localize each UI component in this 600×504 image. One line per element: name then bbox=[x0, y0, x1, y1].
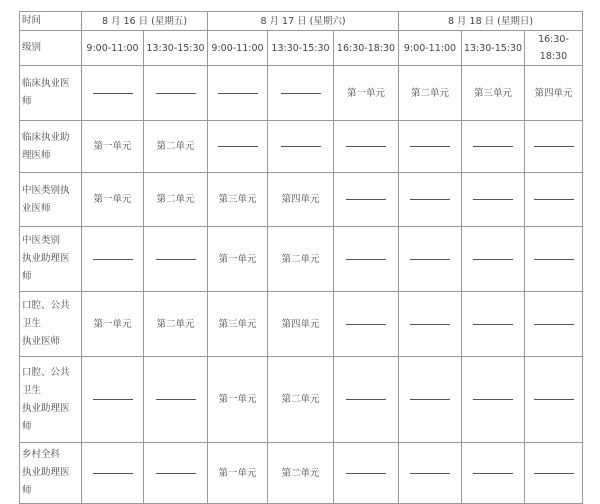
session-cell: 第三单元 bbox=[462, 66, 525, 121]
header-row-slots bbox=[20, 31, 583, 66]
dash-mark bbox=[93, 93, 133, 94]
slot-header: 16:30-18:30 bbox=[334, 31, 399, 66]
level-label-line: 乡村全科 bbox=[22, 449, 61, 460]
no-session-cell bbox=[462, 292, 525, 357]
no-session-cell bbox=[144, 227, 208, 292]
session-cell: 第二单元 bbox=[268, 443, 334, 504]
table-row bbox=[20, 443, 583, 504]
slot-header: 13:30-15:30 bbox=[144, 31, 208, 66]
dash-mark bbox=[534, 259, 574, 260]
dash-mark bbox=[346, 146, 386, 147]
session-cell: 第一单元 bbox=[82, 173, 144, 227]
table-row bbox=[20, 121, 583, 173]
dash-mark bbox=[156, 399, 196, 400]
dash-mark bbox=[410, 199, 450, 200]
session-cell: 第四单元 bbox=[525, 66, 583, 121]
dash-mark bbox=[473, 473, 513, 474]
dash-mark bbox=[410, 324, 450, 325]
dash-mark bbox=[410, 473, 450, 474]
time-header: 时间 bbox=[20, 12, 82, 31]
dash-mark bbox=[410, 259, 450, 260]
dash-mark bbox=[473, 146, 513, 147]
dash-mark bbox=[534, 399, 574, 400]
table-row bbox=[20, 227, 583, 292]
level-label-line: 业医师 bbox=[22, 202, 51, 214]
no-session-cell bbox=[268, 121, 334, 173]
level-label-line: 执业助理医 bbox=[22, 253, 70, 264]
level-label-line: 中医类别 bbox=[22, 235, 61, 246]
dash-mark bbox=[218, 146, 258, 147]
session-cell: 第二单元 bbox=[144, 121, 208, 173]
no-session-cell bbox=[144, 443, 208, 504]
no-session-cell bbox=[462, 227, 525, 292]
dash-mark bbox=[156, 259, 196, 260]
no-session-cell bbox=[399, 443, 462, 504]
no-session-cell bbox=[82, 66, 144, 121]
no-session-cell bbox=[525, 173, 583, 227]
level-label-cell bbox=[20, 121, 82, 173]
session-cell: 第二单元 bbox=[268, 357, 334, 443]
no-session-cell bbox=[399, 227, 462, 292]
no-session-cell bbox=[334, 227, 399, 292]
no-session-cell bbox=[462, 121, 525, 173]
bottom-mark bbox=[293, 470, 319, 471]
no-session-cell bbox=[334, 357, 399, 443]
dash-mark bbox=[93, 473, 133, 474]
level-label-line: 临床执业助 bbox=[22, 131, 70, 143]
no-session-cell bbox=[399, 121, 462, 173]
no-session-cell bbox=[525, 121, 583, 173]
dash-mark bbox=[346, 199, 386, 200]
slot-header: 9:00-11:00 bbox=[82, 31, 144, 66]
no-session-cell bbox=[462, 357, 525, 443]
level-label-line: 执业助理医 bbox=[22, 402, 70, 414]
session-cell: 第二单元 bbox=[268, 227, 334, 292]
no-session-cell bbox=[525, 357, 583, 443]
dash-mark bbox=[346, 324, 386, 325]
level-label-cell bbox=[20, 443, 82, 504]
no-session-cell bbox=[144, 66, 208, 121]
no-session-cell bbox=[399, 357, 462, 443]
slot-header: 9:00-11:00 bbox=[399, 31, 462, 66]
session-cell: 第二单元 bbox=[399, 66, 462, 121]
session-cell: 第三单元 bbox=[208, 292, 268, 357]
level-label-cell bbox=[20, 173, 82, 227]
level-label-cell bbox=[20, 66, 82, 121]
exam-schedule-table bbox=[19, 11, 583, 504]
table-row bbox=[20, 66, 583, 121]
no-session-cell bbox=[334, 121, 399, 173]
session-cell: 第一单元 bbox=[82, 292, 144, 357]
session-cell: 第四单元 bbox=[268, 292, 334, 357]
dash-mark bbox=[281, 93, 321, 94]
dash-mark bbox=[534, 473, 574, 474]
dash-mark bbox=[93, 399, 133, 400]
no-session-cell bbox=[208, 121, 268, 173]
session-cell: 第一单元 bbox=[208, 443, 268, 504]
level-label-line: 师 bbox=[22, 271, 32, 282]
level-label-line: 临床执业医 bbox=[22, 78, 70, 89]
level-header: 级别 bbox=[20, 31, 82, 66]
no-session-cell bbox=[268, 66, 334, 121]
session-cell: 第二单元 bbox=[144, 292, 208, 357]
dash-mark bbox=[473, 259, 513, 260]
level-label-cell bbox=[20, 292, 82, 357]
schedule-body bbox=[20, 12, 583, 504]
table-row bbox=[20, 292, 583, 357]
no-session-cell bbox=[82, 357, 144, 443]
level-label-cell bbox=[20, 227, 82, 292]
dash-mark bbox=[346, 473, 386, 474]
slot-header: 9:00-11:00 bbox=[208, 31, 268, 66]
slot-header: 16:30-18:30 bbox=[525, 31, 583, 66]
level-label-line: 口腔、公共 bbox=[22, 366, 70, 378]
level-label-line: 口腔、公共 bbox=[22, 300, 70, 311]
header-row-days bbox=[20, 12, 583, 31]
no-session-cell bbox=[144, 357, 208, 443]
dash-mark bbox=[410, 399, 450, 400]
dash-mark bbox=[473, 199, 513, 200]
dash-mark bbox=[473, 399, 513, 400]
level-label-line: 中医类别执 bbox=[22, 184, 70, 196]
dash-mark bbox=[156, 93, 196, 94]
level-label-line: 师 bbox=[22, 96, 32, 107]
no-session-cell bbox=[82, 443, 144, 504]
level-label-cell bbox=[20, 357, 82, 443]
table-row bbox=[20, 357, 583, 443]
dash-mark bbox=[346, 399, 386, 400]
dash-mark bbox=[473, 324, 513, 325]
level-label-line: 卫生 bbox=[22, 384, 42, 396]
slot-header: 13:30-15:30 bbox=[268, 31, 334, 66]
dash-mark bbox=[534, 199, 574, 200]
dash-mark bbox=[156, 473, 196, 474]
no-session-cell bbox=[525, 227, 583, 292]
dash-mark bbox=[93, 259, 133, 260]
dash-mark bbox=[534, 324, 574, 325]
no-session-cell bbox=[462, 173, 525, 227]
dash-mark bbox=[281, 146, 321, 147]
level-label-line: 师 bbox=[22, 420, 32, 432]
no-session-cell bbox=[525, 443, 583, 504]
day-header-17: 8 月 17 日 (星期六) bbox=[208, 12, 399, 31]
day-header-16: 8 月 16 日 (星期五) bbox=[82, 12, 208, 31]
no-session-cell bbox=[399, 173, 462, 227]
dash-mark bbox=[534, 146, 574, 147]
no-session-cell bbox=[399, 292, 462, 357]
schedule-container bbox=[19, 11, 583, 504]
slot-header: 13:30-15:30 bbox=[462, 31, 525, 66]
session-cell: 第三单元 bbox=[208, 173, 268, 227]
dash-mark bbox=[410, 146, 450, 147]
no-session-cell bbox=[462, 443, 525, 504]
day-header-18: 8 月 18 日 (星期日) bbox=[399, 12, 583, 31]
session-cell: 第二单元 bbox=[144, 173, 208, 227]
no-session-cell bbox=[334, 443, 399, 504]
table-row bbox=[20, 173, 583, 227]
level-label-line: 理医师 bbox=[22, 149, 51, 161]
no-session-cell bbox=[525, 292, 583, 357]
level-label-line: 执业助理医 bbox=[22, 467, 70, 478]
level-label-line: 卫生 bbox=[22, 318, 42, 329]
dash-mark bbox=[346, 259, 386, 260]
session-cell: 第一单元 bbox=[82, 121, 144, 173]
no-session-cell bbox=[334, 292, 399, 357]
no-session-cell bbox=[82, 227, 144, 292]
session-cell: 第一单元 bbox=[208, 227, 268, 292]
no-session-cell bbox=[334, 173, 399, 227]
no-session-cell bbox=[208, 66, 268, 121]
session-cell: 第一单元 bbox=[334, 66, 399, 121]
session-cell: 第四单元 bbox=[268, 173, 334, 227]
session-cell: 第一单元 bbox=[208, 357, 268, 443]
dash-mark bbox=[218, 93, 258, 94]
level-label-line: 师 bbox=[22, 485, 32, 496]
level-label-line: 执业医师 bbox=[22, 336, 61, 347]
